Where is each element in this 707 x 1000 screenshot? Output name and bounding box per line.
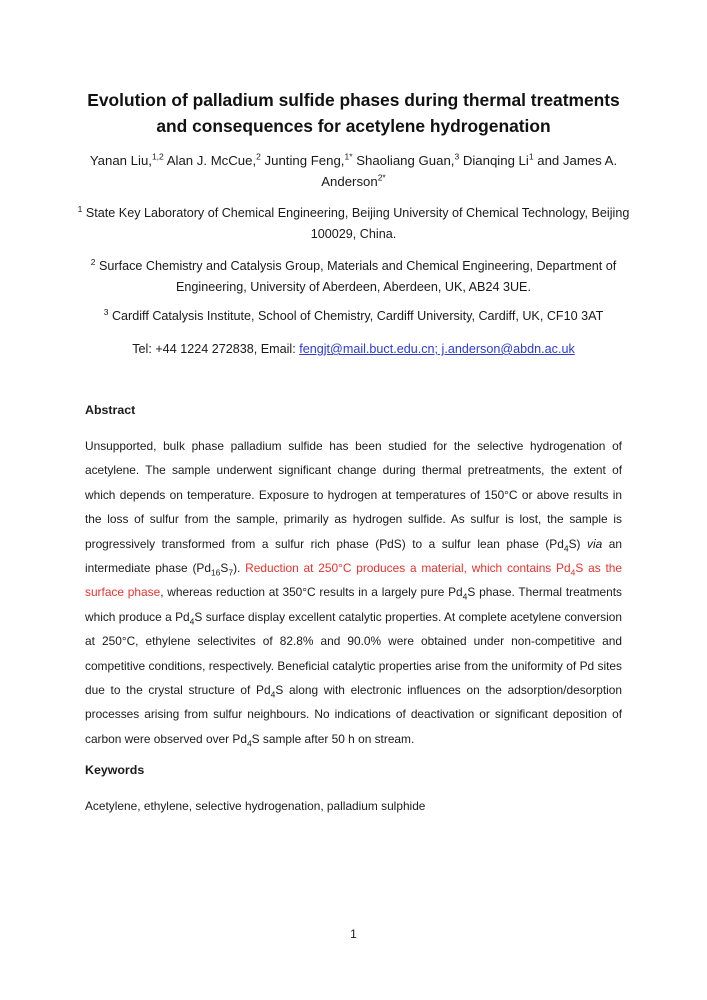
author-affiliation-mark: 2* — [377, 172, 386, 183]
author-name: Alan J. McCue, — [166, 153, 257, 168]
affiliation-number: 2 — [90, 256, 96, 267]
subscript: 4 — [189, 616, 195, 627]
abstract-body — [85, 434, 622, 751]
italic-via: via — [587, 536, 603, 551]
author-affiliation-mark: 2 — [256, 151, 261, 162]
affiliation-number: 1 — [77, 203, 83, 214]
abstract-text: an intermediate phase (Pd — [85, 536, 622, 576]
contact-prefix: Tel: +44 1224 272838, Email: — [132, 342, 296, 356]
author-name: Yanan Liu, — [89, 153, 152, 168]
title-line-2: and consequences for acetylene hydrogenation — [156, 116, 551, 136]
affiliation-3 — [70, 306, 637, 327]
abstract-text: S sample after 50 h on stream. — [251, 731, 415, 746]
abstract-text: , whereas reduction at 350°C results in a largely pure Pd — [160, 585, 463, 600]
author-name: Junting Feng, — [264, 153, 345, 168]
highlighted-text: S as the surface phase — [85, 561, 622, 600]
subscript: 16 — [210, 567, 221, 578]
subscript: 4 — [462, 591, 468, 602]
author-name: and James A. Anderson — [321, 153, 618, 189]
abstract-text: S) — [568, 536, 588, 551]
subscript: 4 — [270, 689, 276, 700]
email-links[interactable]: fengjt@mail.buct.edu.cn; j.anderson@abdn.ac.uk — [299, 342, 575, 356]
abstract-text: S surface display excellent catalytic properties. At complete acetylene conversion at 250°C, ethylene selectivites of 82.8% and 90.0% were obtained under non-competitive and competitive conditions, respectively. Beneficial catalytic properties arise from the uniformity of Pd sites due to the crystal structure of Pd — [85, 609, 622, 698]
author-affiliation-mark: 1* — [344, 151, 353, 162]
abstract-text: S — [220, 561, 229, 576]
affiliation-text: Cardiff Catalysis Institute, School of Chemistry, Cardiff University, Cardiff, UK, CF10 3AT — [111, 309, 604, 323]
affiliation-text: Surface Chemistry and Catalysis Group, Materials and Chemical Engineering, Department of Engineering, University of Aberdeen, Aberdeen, UK, AB24 3UE. — [98, 259, 617, 294]
abstract-heading: Abstract — [85, 403, 136, 417]
author-name: Dianqing Li — [462, 153, 529, 168]
contact-line — [70, 339, 637, 360]
highlighted-text: Reduction at 250°C produces a material, which contains Pd — [245, 561, 571, 576]
author-list — [70, 150, 637, 192]
author-affiliation-mark: 1,2 — [151, 151, 164, 162]
keywords-heading: Keywords — [85, 763, 145, 777]
author-affiliation-mark: 1 — [528, 151, 534, 162]
keywords-text: Acetylene, ethylene, selective hydrogenation, palladium sulphide — [85, 799, 426, 813]
affiliation-1 — [70, 203, 637, 245]
affiliation-number: 3 — [103, 306, 109, 317]
subscript: 4 — [563, 543, 569, 553]
paper-title — [60, 87, 647, 139]
subscript: 7 — [228, 567, 234, 578]
abstract-text: S phase. Thermal treatments which produce a Pd — [85, 585, 622, 624]
abstract-text: S along with electronic influences on the adsorption/desorption processes arising from sulfur neighbours. No indications of deactivation or significant deposition of carbon were observed over Pd — [85, 683, 622, 746]
subscript: 4 — [570, 567, 576, 578]
page-number: 1 — [350, 927, 357, 941]
affiliation-text: State Key Laboratory of Chemical Engineering, Beijing University of Chemical Technology, Beijing 100029, China. — [85, 206, 630, 241]
author-affiliation-mark: 3 — [454, 151, 460, 162]
abstract-text: Unsupported, bulk phase palladium sulfide has been studied for the selective hydrogenation of acetylene. The sample underwent significant change during thermal pretreatments, the extent of which depends on temperature. Exposure to hydrogen at temperatures of 150°C or above results in the loss of sulfur from the sample, primarily as hydrogen sulfide. As sulfur is lost, the sample is progressively transformed from a sulfur rich phase (PdS) to a sulfur lean phase (Pd — [85, 439, 622, 551]
author-name: Shaoliang Guan, — [356, 153, 455, 168]
affiliation-2 — [70, 256, 637, 298]
subscript: 4 — [246, 738, 252, 749]
title-line-1: Evolution of palladium sulfide phases during thermal treatments — [87, 90, 620, 110]
abstract-text: ). — [233, 561, 246, 576]
